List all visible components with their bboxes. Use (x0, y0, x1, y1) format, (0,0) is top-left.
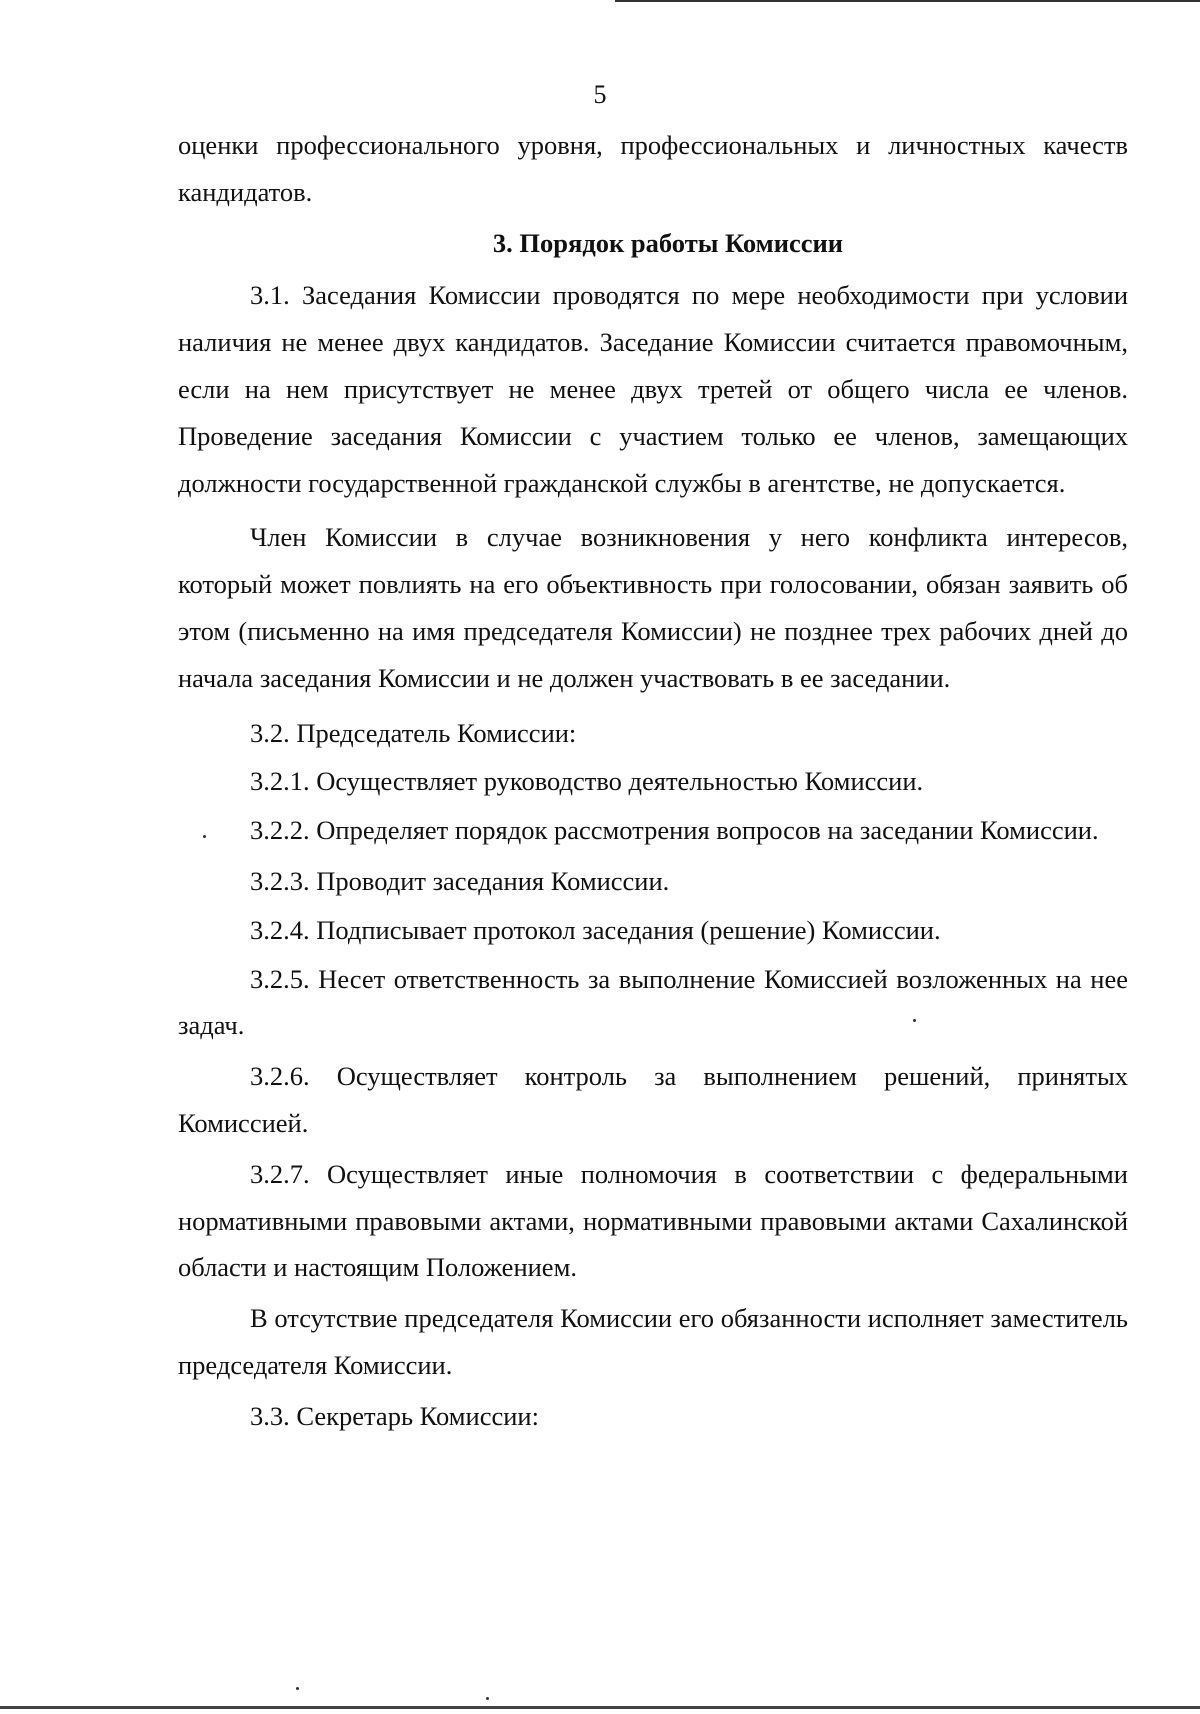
scan-speck (296, 1687, 299, 1690)
paragraph-3-2-6: 3.2.6. Осуществляет контроль за выполнением решений, принятых Комиссией. (178, 1061, 1128, 1138)
paragraph-deputy-chair: В отсутствие председателя Комиссии его обязанности исполняет заместитель председателя Комиссии. (178, 1303, 1128, 1380)
page-number: 5 (593, 80, 607, 109)
paragraph-3-2-4: 3.2.4. Подписывает протокол заседания (решение) Комиссии. (250, 914, 941, 945)
scan-speck (913, 1019, 916, 1022)
paragraph-3-2: 3.2. Председатель Комиссии: (250, 717, 577, 748)
section-heading: 3. Порядок работы Комиссии (492, 227, 844, 258)
scan-speck (203, 835, 206, 838)
paragraph-3-1: 3.1. Заседания Комиссии проводятся по мере необходимости при условии наличия не менее двух кандидатов. Заседание Комиссии считается правомочным, если на нем присутствует не менее двух третей от общего числа ее членов. Проведение заседания Комиссии с участием только ее членов, замещающих должности государственной гражданской службы в агентстве, не допускается. (178, 280, 1128, 498)
paragraph-3-2-7: 3.2.7. Осуществляет иные полномочия в соответствии с федеральными нормативными правовыми актами, нормативными правовыми актами Сахалинской области и настоящим Положением. (178, 1158, 1128, 1283)
intro-paragraph: оценки профессионального уровня, профессиональных и личностных качеств кандидатов. (178, 130, 1128, 207)
document-body (178, 122, 1128, 1440)
paragraph-3-2-3: 3.2.3. Проводит заседания Комиссии. (250, 865, 670, 896)
paragraph-conflict-of-interest: Член Комиссии в случае возникновения у него конфликта интересов, который может повлиять на его объективность при голосовании, обязан заявить об этом (письменно на имя председателя Комиссии) не позднее трех рабочих дней до начала заседания Комиссии и не должен участвовать в ее заседании. (178, 522, 1128, 693)
paragraph-3-2-2: 3.2.2. Определяет порядок рассмотрения вопросов на заседании Комиссии. (250, 815, 1099, 846)
paragraph-3-3: 3.3. Секретарь Комиссии: (250, 1400, 539, 1431)
scan-speck (486, 1697, 489, 1700)
paragraph-3-2-5: 3.2.5. Несет ответственность за выполнение Комиссией возложенных на нее задач. (178, 963, 1128, 1041)
bottom-edge-line (0, 1706, 1200, 1709)
paragraph-3-2-1: 3.2.1. Осуществляет руководство деятельностью Комиссии. (250, 766, 924, 797)
top-edge-line (615, 0, 1200, 2)
